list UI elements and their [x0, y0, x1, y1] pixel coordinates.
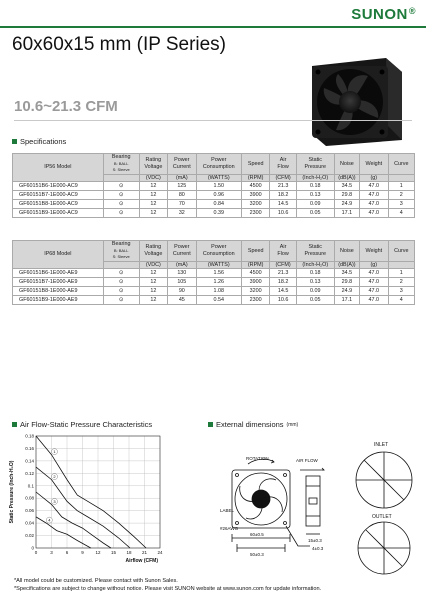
weight-header: Weight	[360, 154, 388, 175]
ip56-rows	[13, 182, 415, 218]
series-label-3: 3	[53, 498, 56, 504]
table-cell: 14.5	[270, 200, 296, 209]
table-cell: 0.05	[296, 209, 334, 218]
dims-heading	[208, 420, 298, 429]
series-label-2: 2	[53, 474, 56, 480]
model-cell: GF60151B9-1E000-AC9	[13, 209, 104, 218]
x-tick-label: 21	[141, 550, 148, 555]
series-label-1: 1	[53, 449, 56, 455]
table-cell: 47.0	[360, 296, 388, 305]
y-tick-label: 0.1	[27, 483, 34, 489]
table-cell: ⊙	[103, 269, 139, 278]
unit-watts: (WATTS)	[196, 174, 241, 182]
table-cell: 45	[168, 296, 196, 305]
power-current-header: Power Current	[168, 154, 196, 175]
table-cell: 3200	[241, 287, 269, 296]
x-tick-label: 0	[34, 550, 38, 555]
table-cell: 47.0	[360, 287, 388, 296]
brand-logo	[351, 6, 416, 23]
table-cell: 12	[139, 269, 167, 278]
unit-g: (g)	[360, 261, 388, 269]
bearing-header: Bearing B: BALL S: Sleeve	[103, 241, 139, 262]
table-cell: 4500	[241, 269, 269, 278]
y-tick-label: 0.08	[25, 495, 34, 501]
curve-unit	[388, 174, 414, 182]
table-cell: 21.3	[270, 269, 296, 278]
cfm-divider	[14, 120, 412, 121]
inlet-label: INLET	[374, 442, 389, 448]
bearing-header: Bearing B: BALL S: Sleeve	[103, 154, 139, 175]
y-tick-label: 0.04	[25, 520, 34, 526]
unit-vdc: (VDC)	[139, 174, 167, 182]
x-tick-label: 6	[65, 550, 69, 555]
table-cell: 2	[388, 191, 414, 200]
table-row	[13, 209, 415, 218]
x-tick-label: 24	[157, 550, 163, 555]
model-cell: GF60151B6-1E000-AE9	[13, 269, 104, 278]
table-cell: 130	[168, 269, 196, 278]
dim-50: 50±0.3	[250, 552, 264, 557]
chart-label: Air Flow-Static Pressure Characteristics	[20, 420, 153, 429]
table-cell: 24.9	[334, 287, 359, 296]
footer-note-2: *Specifications are subject to change without notice. Please visit SUNON website at www.sunon.com for update information.	[14, 586, 322, 592]
model-header: IP68 Model	[13, 241, 104, 269]
chart-heading	[12, 420, 152, 429]
y-tick-label: 0.18	[25, 433, 34, 439]
table-cell: 4	[388, 209, 414, 218]
weight-header: Weight	[360, 241, 388, 262]
series-label-4: 4	[48, 517, 51, 523]
airflow-header: Air Flow	[270, 154, 296, 175]
section-bullet-icon	[12, 139, 17, 144]
table-cell: 17.1	[334, 296, 359, 305]
table-cell: ⊙	[103, 278, 139, 287]
y-tick-label: 0	[31, 545, 34, 551]
unit-inch-h2o: (Inch-H₂O)	[296, 174, 334, 182]
table-cell: 47.0	[360, 200, 388, 209]
model-cell: GF60151B7-1E000-AE9	[13, 278, 104, 287]
dims-label: External dimensions	[216, 420, 284, 429]
table-cell: 1.50	[196, 182, 241, 191]
table-cell: ⊙	[103, 296, 139, 305]
unit-cfm: (CFM)	[270, 261, 296, 269]
table-cell: 3900	[241, 278, 269, 287]
table-cell: 3900	[241, 191, 269, 200]
table-cell: 47.0	[360, 269, 388, 278]
table-cell: 4500	[241, 182, 269, 191]
bearing-unit	[103, 174, 139, 182]
cfm-range: 10.6~21.3 CFM	[14, 98, 118, 115]
external-dimensions-drawing	[212, 430, 424, 580]
unit-g: (g)	[360, 174, 388, 182]
curve-header: Curve	[388, 154, 414, 175]
table-cell: 14.5	[270, 287, 296, 296]
table-cell: 34.5	[334, 269, 359, 278]
table-cell: 47.0	[360, 209, 388, 218]
brand-name: SUNON	[351, 6, 408, 23]
y-tick-label: 0.16	[25, 445, 34, 451]
table-cell: ⊙	[103, 287, 139, 296]
power-current-header: Power Current	[168, 241, 196, 262]
table-cell: 12	[139, 209, 167, 218]
unit-vdc: (VDC)	[139, 261, 167, 269]
unit-dba: (dB(A))	[334, 174, 359, 182]
airflow-header: Air Flow	[270, 241, 296, 262]
table-cell: 12	[139, 200, 167, 209]
table-cell: 47.0	[360, 278, 388, 287]
unit-watts: (WATTS)	[196, 261, 241, 269]
y-tick-label: 0.14	[25, 458, 34, 464]
table-cell: 29.8	[334, 191, 359, 200]
table-cell: 17.1	[334, 209, 359, 218]
table-cell: 47.0	[360, 182, 388, 191]
table-cell: 4	[388, 296, 414, 305]
front-view-drawing	[232, 459, 310, 552]
footer-note-1: *All model could be customized. Please contact with Sunon Sales.	[14, 578, 178, 584]
airflow-pressure-chart	[6, 430, 170, 570]
table-cell: 0.13	[296, 278, 334, 287]
table-cell: 80	[168, 191, 196, 200]
ip68-rows	[13, 269, 415, 305]
y-tick-label: 0.02	[25, 533, 34, 539]
table-cell: 0.54	[196, 296, 241, 305]
table-cell: 1	[388, 269, 414, 278]
table-cell: 34.5	[334, 182, 359, 191]
x-tick-label: 12	[95, 550, 101, 555]
speed-header: Speed	[241, 241, 269, 262]
rating-voltage-header: Rating Voltage	[139, 154, 167, 175]
table-row	[13, 287, 415, 296]
dims-unit: (mm)	[286, 421, 299, 428]
table-cell: 0.09	[296, 287, 334, 296]
noise-header: Noise	[334, 241, 359, 262]
dim-4: 4±0.3	[312, 546, 324, 551]
table-cell: 1	[388, 182, 414, 191]
noise-header: Noise	[334, 154, 359, 175]
speed-header: Speed	[241, 154, 269, 175]
table-cell: 0.18	[296, 269, 334, 278]
table-cell: 3	[388, 287, 414, 296]
static-pressure-header: Static Pressure	[296, 154, 334, 175]
table-cell: 1.08	[196, 287, 241, 296]
specifications-heading	[12, 137, 66, 146]
footer-notes	[14, 577, 321, 593]
unit-rpm: (RPM)	[241, 261, 269, 269]
x-tick-label: 3	[50, 550, 53, 555]
awg-label: #26AWG	[220, 526, 239, 531]
table-cell: 12	[139, 287, 167, 296]
rating-voltage-header: Rating Voltage	[139, 241, 167, 262]
section-bullet-icon	[208, 422, 213, 427]
header-divider	[0, 26, 426, 28]
table-cell: 12	[139, 182, 167, 191]
table-cell: 0.09	[296, 200, 334, 209]
table-row	[13, 200, 415, 209]
table-row	[13, 182, 415, 191]
series-line-2	[36, 467, 130, 548]
table-cell: ⊙	[103, 200, 139, 209]
bearing-unit	[103, 261, 139, 269]
table-cell: 24.9	[334, 200, 359, 209]
table-cell: 10.6	[270, 296, 296, 305]
table-cell: 1.56	[196, 269, 241, 278]
model-cell: GF60151B6-1E000-AC9	[13, 182, 104, 191]
table-cell: 2	[388, 278, 414, 287]
table-cell: 12	[139, 278, 167, 287]
table-cell: 2300	[241, 296, 269, 305]
unit-cfm: (CFM)	[270, 174, 296, 182]
section-bullet-icon	[12, 422, 17, 427]
table-cell: 12	[139, 296, 167, 305]
model-header: IP56 Model	[13, 154, 104, 182]
table-cell: 0.18	[296, 182, 334, 191]
table-cell: 2300	[241, 209, 269, 218]
unit-rpm: (RPM)	[241, 174, 269, 182]
table-cell: 32	[168, 209, 196, 218]
rotation-label: ROTATION	[246, 456, 269, 461]
fan-product-image	[302, 52, 406, 150]
page-title: 60x60x15 mm (IP Series)	[12, 34, 227, 55]
table-cell: ⊙	[103, 209, 139, 218]
table-cell: 0.84	[196, 200, 241, 209]
spec-table-ip56	[12, 153, 415, 218]
specifications-label: Specifications	[20, 137, 67, 146]
model-cell: GF60151B9-1E000-AE9	[13, 296, 104, 305]
curve-header: Curve	[388, 241, 414, 262]
table-cell: 125	[168, 182, 196, 191]
table-cell: 1.26	[196, 278, 241, 287]
outlet-label: OUTLET	[372, 514, 392, 520]
spec-table-ip68	[12, 240, 415, 305]
y-tick-label: 0.06	[25, 508, 34, 514]
y-axis-label: Static Pressure (Inch-H₂O)	[9, 460, 15, 524]
table-cell: 90	[168, 287, 196, 296]
curve-unit	[388, 261, 414, 269]
dim-15: 15±0.3	[308, 538, 322, 543]
table-cell: 21.3	[270, 182, 296, 191]
table-cell: 0.05	[296, 296, 334, 305]
outlet-view-drawing	[358, 522, 410, 574]
table-cell: 105	[168, 278, 196, 287]
side-view-drawing	[300, 468, 324, 534]
model-cell: GF60151B7-1E000-AC9	[13, 191, 104, 200]
label-label: LABEL	[220, 508, 235, 513]
static-pressure-header: Static Pressure	[296, 241, 334, 262]
table-cell: 0.13	[296, 191, 334, 200]
table-cell: 18.2	[270, 191, 296, 200]
model-cell: GF60151B8-1E000-AE9	[13, 287, 104, 296]
unit-ma: (mA)	[168, 174, 196, 182]
unit-ma: (mA)	[168, 261, 196, 269]
table-row	[13, 278, 415, 287]
inlet-view-drawing	[356, 452, 412, 508]
table-cell: ⊙	[103, 191, 139, 200]
table-cell: 10.6	[270, 209, 296, 218]
model-cell: GF60151B8-1E000-AC9	[13, 200, 104, 209]
table-cell: 29.8	[334, 278, 359, 287]
table-cell: 0.39	[196, 209, 241, 218]
unit-dba: (dB(A))	[334, 261, 359, 269]
x-axis-label: Airflow (CFM)	[125, 558, 158, 564]
unit-inch-h2o: (Inch-H₂O)	[296, 261, 334, 269]
table-row	[13, 296, 415, 305]
table-row	[13, 269, 415, 278]
brand-mark: ®	[408, 6, 416, 16]
x-tick-label: 9	[81, 550, 84, 555]
table-cell: 18.2	[270, 278, 296, 287]
table-cell: 3200	[241, 200, 269, 209]
power-consumption-header: Power Consumption	[196, 241, 241, 262]
x-tick-label: 15	[110, 550, 117, 555]
table-cell: 0.96	[196, 191, 241, 200]
table-cell: ⊙	[103, 182, 139, 191]
table-cell: 47.0	[360, 191, 388, 200]
airflow-label: AIR FLOW	[296, 458, 318, 463]
table-cell: 70	[168, 200, 196, 209]
power-consumption-header: Power Consumption	[196, 154, 241, 175]
x-tick-label: 18	[126, 550, 132, 555]
table-cell: 12	[139, 191, 167, 200]
y-tick-label: 0.12	[25, 470, 34, 476]
dim-60: 60±0.5	[250, 532, 264, 537]
table-cell: 3	[388, 200, 414, 209]
table-row	[13, 191, 415, 200]
